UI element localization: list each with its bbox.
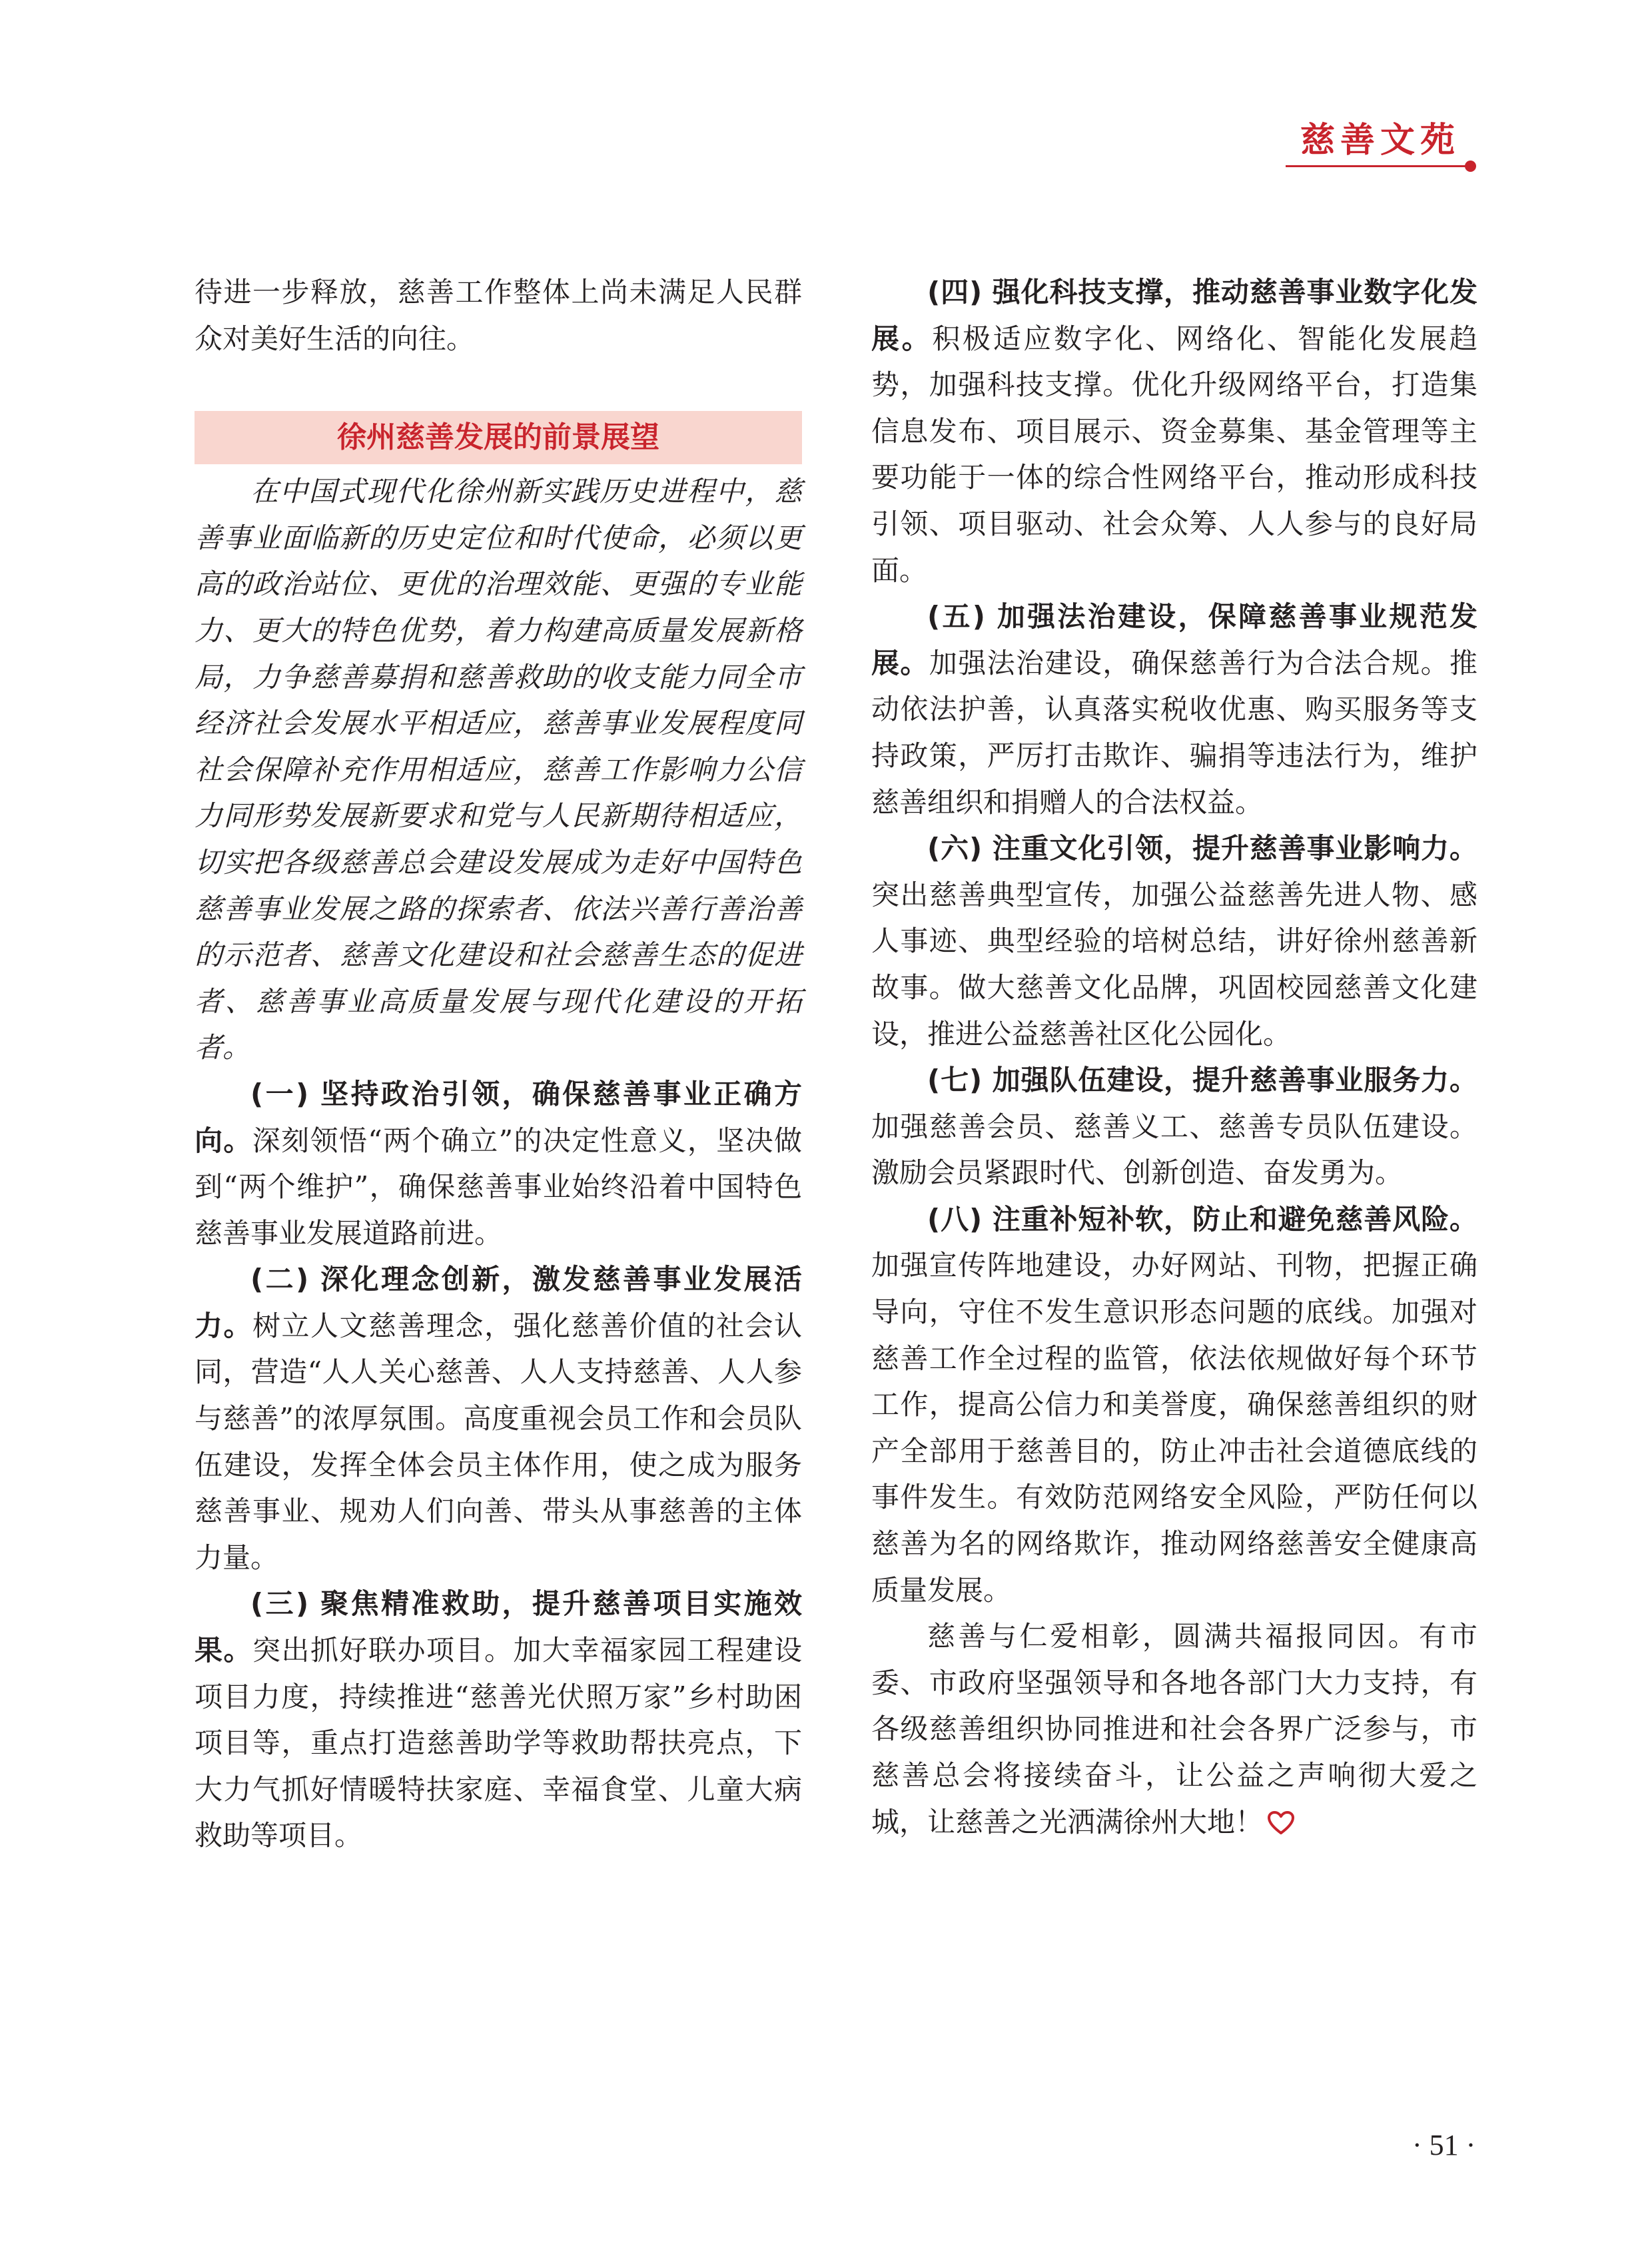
item-text-7: 加强慈善会员、慈善义工、慈善专员队伍建设。激励会员紧跟时代、创新创造、奋发勇为。 (871, 1110, 1477, 1190)
item-text-3: 突出抓好联办项目。加大幸福家园工程建设项目力度，持续推进“慈善光伏照万家”乡村助困项目等，重点打造慈善助学等救助帮扶亮点，下大力气抓好情暖特扶家庭、幸福食堂、儿童大病救助等项目。 (195, 1634, 802, 1852)
item-paragraph-2 (195, 1256, 802, 1581)
closing-text: 慈善与仁爱相彰，圆满共福报同因。有市委、市政府坚强领导和各地各部门大力支持，有各级慈善组织协同推进和社会各界广泛参与，市慈善总会将接续奋斗，让公益之声响彻大爱之城，让慈善之光洒满徐州大地！ (871, 1620, 1477, 1838)
item-lead-7: (七) 加强队伍建设，提升慈善事业服务力。 (927, 1064, 1477, 1097)
page-number: · 51 · (1412, 2129, 1476, 2161)
item-text-8: 加强宣传阵地建设，办好网站、刊物，把握正确导向，守住不发生意识形态问题的底线。加强对慈善工作全过程的监管，依法依规做好每个环节工作，提高公信力和美誉度，确保慈善组织的财产全部用于慈善目的，防止冲击社会道德底线的事件发生。有效防范网络安全风险，严防任何以慈善为名的网络欺诈，推动网络慈善安全健康高质量发展。 (871, 1249, 1477, 1607)
item-paragraph-3 (195, 1581, 802, 1859)
item-text-2: 树立人文慈善理念，强化慈善价值的社会认同，营造“人人关心慈善、人人支持慈善、人人参与慈善”的浓厚氛围。高度重视会员工作和会员队伍建设，发挥全体会员主体作用，使之成为服务慈善事业、规劝人们向善、带头从事慈善的主体力量。 (195, 1309, 802, 1574)
section-title: 慈善文苑 (1300, 120, 1460, 161)
item-lead-3: (三) 聚焦精准救助，提升慈善项目实施效果。 (195, 1587, 802, 1667)
right-column (871, 269, 1477, 1845)
item-paragraph-7 (871, 1057, 1477, 1196)
closing-paragraph (871, 1613, 1477, 1845)
intro-paragraph: 待进一步释放，慈善工作整体上尚未满足人民群众对美好生活的向往。 (195, 276, 802, 355)
item-lead-5: (五) 加强法治建设，保障慈善事业规范发展。 (871, 600, 1477, 679)
header-rule (1286, 165, 1467, 167)
item-lead-2: (二) 深化理念创新，激发慈善事业发展活力。 (195, 1263, 802, 1342)
item-lead-1: (一) 坚持政治引领，确保慈善事业正确方向。 (195, 1077, 802, 1157)
section-heading: 徐州慈善发展的前景展望 (195, 411, 802, 464)
item-paragraph-8 (871, 1196, 1477, 1613)
item-lead-8: (八) 注重补短补软，防止和避免慈善风险。 (927, 1202, 1477, 1236)
item-paragraph-5 (871, 593, 1477, 825)
item-text-6: 突出慈善典型宣传，加强公益慈善先进人物、感人事迹、典型经验的培树总结，讲好徐州慈善新故事。做大慈善文化品牌，巩固校园慈善文化建设，推进公益慈善社区化公园化。 (871, 878, 1477, 1050)
item-text-4: 积极适应数字化、网络化、智能化发展趋势，加强科技支撑。优化升级网络平台，打造集信息发布、项目展示、资金募集、基金管理等主要功能于一体的综合性网络平台，推动形成科技引领、项目驱动、社会众筹、人人参与的良好局面。 (871, 322, 1477, 587)
heart-icon (1267, 1810, 1295, 1836)
item-lead-6: (六) 注重文化引领，提升慈善事业影响力。 (927, 832, 1477, 865)
left-column (195, 269, 802, 1859)
section-paragraph: 在中国式现代化徐州新实践历史进程中，慈善事业面临新的历史定位和时代使命，必须以更高的政治站位、更优的治理效能、更强的专业能力、更大的特色优势，着力构建高质量发展新格局，力争慈善募捐和慈善救助的收支能力同全市经济社会发展水平相适应，慈善事业发展程度同社会保障补充作用相适应，慈善工作影响力公信力同形势发展新要求和党与人民新期待相适应，切实把各级慈善总会建设发展成为走好中国特色慈善事业发展之路的探索者、依法兴善行善治善的示范者、慈善文化建设和社会慈善生态的促进者、慈善事业高质量发展与现代化建设的开拓者。 (195, 475, 802, 1064)
item-text-1: 深刻领悟“两个确立”的决定性意义，坚决做到“两个维护”，确保慈善事业始终沿着中国特色慈善事业发展道路前进。 (195, 1124, 802, 1250)
item-text-5: 加强法治建设，确保慈善行为合法合规。推动依法护善，认真落实税收优惠、购买服务等支持政策，严厉打击欺诈、骗捐等违法行为，维护慈善组织和捐赠人的合法权益。 (871, 646, 1477, 819)
item-paragraph-4 (871, 269, 1477, 593)
item-lead-4: (四) 强化科技支撑，推动慈善事业数字化发展。 (871, 276, 1477, 355)
item-paragraph-1 (195, 1071, 802, 1256)
section-header (1286, 112, 1479, 172)
header-dot (1465, 161, 1476, 172)
item-paragraph-6 (871, 825, 1477, 1057)
